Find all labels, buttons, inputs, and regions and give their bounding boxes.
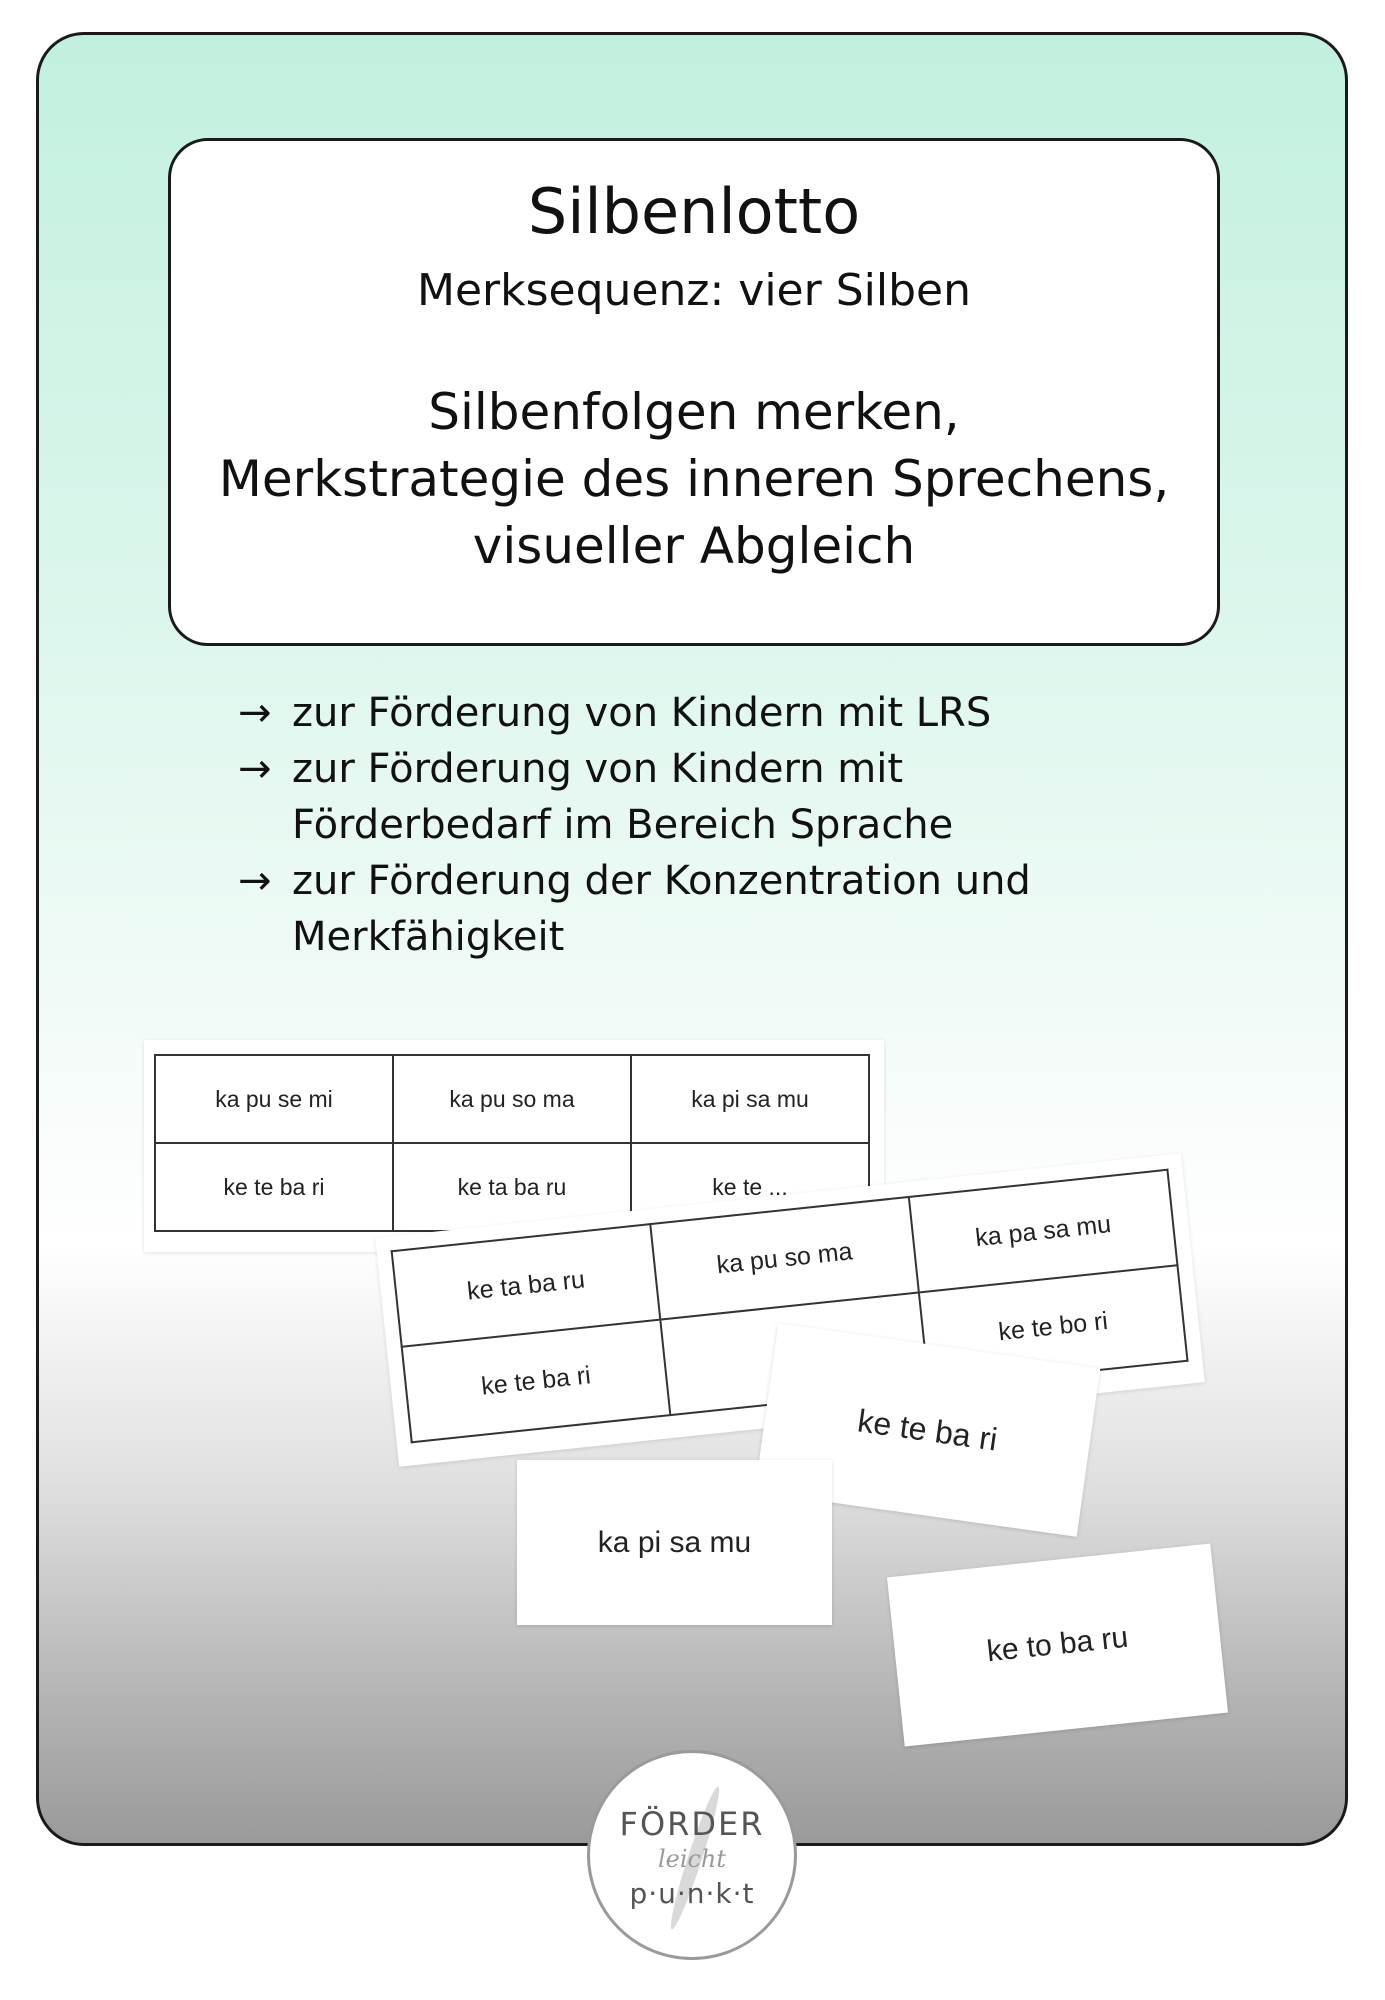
- description-line: Silbenfolgen merken,: [428, 383, 960, 441]
- card-label: ke to ba ru: [985, 1620, 1130, 1669]
- bullet-item: [232, 685, 1031, 741]
- bullet-text: zur Förderung von Kindern mit LRS: [292, 690, 992, 736]
- description-line: visueller Abgleich: [472, 517, 916, 575]
- bullet-text: Förderbedarf im Bereich Sprache: [292, 802, 954, 848]
- arrow-icon: →: [238, 858, 272, 904]
- description: [171, 379, 1217, 580]
- lotto-cell: ka pa sa mu: [909, 1170, 1178, 1293]
- lotto-cell: ke te bo ri: [919, 1265, 1188, 1388]
- logo-text: leicht: [657, 1845, 727, 1873]
- logo-text: p·u·n·k·t: [629, 1877, 755, 1910]
- title-box: [168, 138, 1220, 646]
- lotto-cell: ke te ...: [631, 1143, 869, 1231]
- lotto-cell: ke te ba ri: [155, 1143, 393, 1231]
- page-subtitle: Merksequenz: vier Silben: [417, 265, 971, 316]
- arrow-icon: →: [238, 746, 272, 792]
- bullet-text: zur Förderung von Kindern mit: [292, 746, 904, 792]
- bullet-text: zur Förderung der Konzentration und: [292, 858, 1031, 904]
- lotto-cell: ka pu so ma: [393, 1055, 631, 1143]
- bullet-item: [232, 853, 1031, 965]
- lotto-cell: ke ta ba ru: [393, 1143, 631, 1231]
- lotto-cell: ke te ba ri: [402, 1320, 671, 1443]
- arrow-icon: →: [238, 690, 272, 736]
- logo-text: FÖRDER: [619, 1805, 765, 1843]
- card-label: ka pi sa mu: [597, 1526, 752, 1559]
- lotto-cell: ke ta ba ru: [392, 1224, 661, 1347]
- description-line: Merkstrategie des inneren Sprechens,: [218, 450, 1170, 508]
- lotto-cell: ka pu se mi: [155, 1055, 393, 1143]
- bullet-list: [232, 685, 1031, 965]
- syllable-card: [887, 1543, 1228, 1746]
- bullet-text: Merkfähigkeit: [292, 914, 565, 960]
- card-label: ke te ba ri: [855, 1402, 1000, 1458]
- syllable-card: [517, 1460, 832, 1625]
- brand-logo: [587, 1750, 797, 1960]
- lotto-cell: ka pi sa mu: [631, 1055, 869, 1143]
- lotto-cell: ka pu so ma: [650, 1197, 919, 1320]
- page-title: Silbenlotto: [527, 175, 861, 248]
- bullet-item: [232, 741, 1031, 853]
